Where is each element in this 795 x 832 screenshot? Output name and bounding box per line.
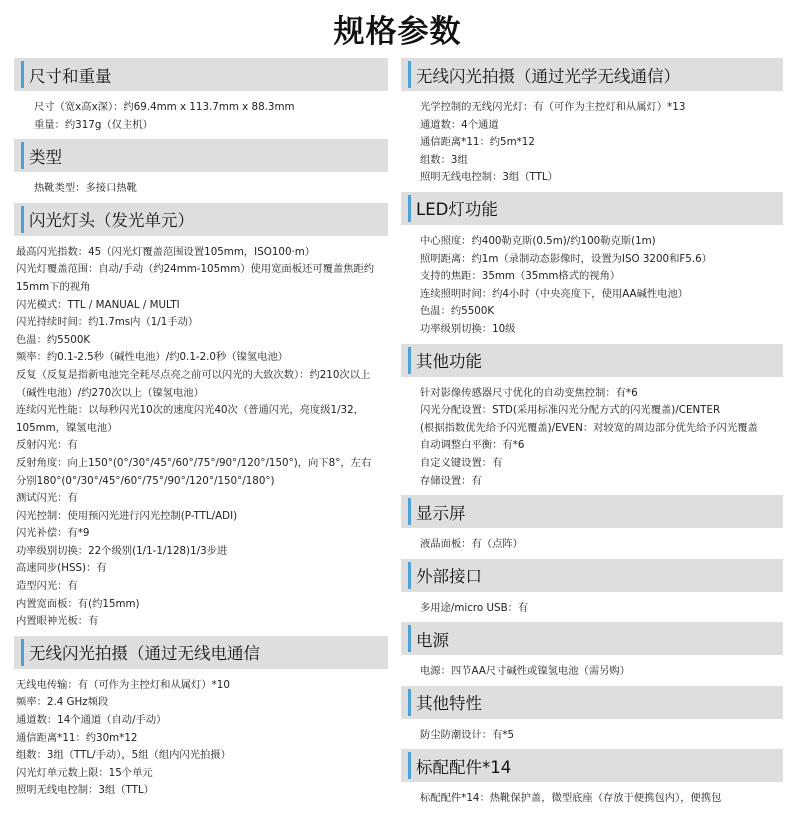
spec-item: 通信距离*11：约30m*12 [16, 731, 138, 744]
section-heading: LED灯功能 [401, 192, 783, 225]
spec-list [14, 91, 388, 139]
spec-item: 照明无线电控制：3组（TTL） [16, 784, 154, 797]
spec-item: 组数：3组（TTL/手动），5组（组内闪光拍摄） [16, 749, 231, 762]
section-heading: 无线闪光拍摄（通过无线电通信 [14, 636, 388, 669]
section-heading: 标配配件*14 [401, 749, 783, 782]
spec-section [14, 203, 388, 636]
spec-item: 色温：约5500K [420, 305, 495, 318]
spec-item: 功率级别切换：22个级别(1/1-1/128)1/3步进 [16, 544, 228, 557]
spec-list [14, 669, 388, 805]
spec-item: 自动调整白平衡：有*6 [420, 439, 525, 452]
spec-item: 闪光模式：TTL / MANUAL / MULTI [16, 298, 180, 311]
spec-item: 高速同步(HSS)：有 [16, 562, 107, 575]
spec-item: 功率级别切换：10级 [420, 322, 516, 335]
spec-item: 光学控制的无线闪光灯：有（可作为主控灯和从属灯）*13 [420, 101, 686, 113]
spec-list [401, 377, 783, 496]
spec-section [14, 58, 388, 139]
spec-item: 照明距离：约1m（录制动态影像时，设置为ISO 3200和F5.6） [420, 252, 712, 265]
spec-section [401, 344, 783, 496]
spec-section [401, 622, 783, 686]
spec-section [401, 58, 783, 192]
spec-list [14, 172, 388, 203]
right-column [401, 58, 783, 813]
spec-item: 存储设置：有 [420, 474, 482, 487]
spec-item: 反射闪光：有 [16, 439, 78, 452]
spec-list [401, 528, 783, 559]
spec-item: 闪光补偿：有*9 [16, 527, 90, 540]
spec-item: 105mm，镍氢电池） [16, 421, 118, 434]
section-heading: 无线闪光拍摄（通过光学无线通信） [401, 58, 783, 91]
section-heading: 闪光灯头（发光单元） [14, 203, 388, 236]
spec-item: 电源：四节AA尺寸碱性或镍氢电池（需另购） [420, 665, 631, 678]
section-heading: 尺寸和重量 [14, 58, 388, 91]
spec-item: 中心照度：约400勒克斯(0.5m)/约100勒克斯(1m) [420, 234, 656, 247]
spec-item: 照明无线电控制：3组（TTL） [420, 171, 558, 184]
spec-item: 最高闪光指数：45（闪光灯覆盖范围设置105mm，ISO100·m） [16, 245, 316, 258]
section-heading: 电源 [401, 622, 783, 655]
spec-item: 自定义键设置：有 [420, 456, 503, 469]
spec-item: (根据指数优先给予闪光覆盖)/EVEN：对较宽的周边部分优先给予闪光覆盖 [420, 421, 758, 434]
spec-section [401, 686, 783, 750]
spec-item: 支持的焦距：35mm（35mm格式的视角） [420, 270, 621, 283]
spec-item: 色温：约5500K [16, 333, 91, 346]
section-heading: 其他特性 [401, 686, 783, 719]
spec-item: 尺寸（宽x高x深）：约69.4mm x 113.7mm x 88.3mm [34, 101, 295, 113]
spec-item: 反射角度：向上150°(0°/30°/45°/60°/75°/90°/120°/150°)，向下8°，左右 [16, 456, 372, 469]
spec-item: 内置宽面板：有(约15mm) [16, 597, 140, 610]
spec-item: 无线电传输：有（可作为主控灯和从属灯）*10 [16, 678, 230, 691]
section-heading: 类型 [14, 139, 388, 172]
spec-item: 防尘防潮设计：有*5 [420, 728, 515, 741]
spec-list [14, 236, 388, 636]
spec-item: 频率：约0.1-2.5秒（碱性电池）/约0.1-2.0秒（镍氢电池） [16, 351, 289, 364]
spec-item: 内置眼神光板：有 [16, 615, 99, 628]
spec-item: 分别180°(0°/30°/45°/60°/75°/90°/120°/150°/180°) [16, 474, 275, 487]
section-heading: 显示屏 [401, 495, 783, 528]
spec-item: 多用途/micro USB：有 [420, 601, 529, 614]
spec-item: 标配配件*14：热靴保护盖，微型底座（存放于便携包内），便携包 [420, 792, 722, 805]
spec-section [401, 559, 783, 623]
spec-item: 组数：3组 [420, 153, 468, 166]
spec-item: （碱性电池）/约270次以上（镍氢电池） [16, 386, 204, 399]
spec-item: 闪光持续时间：约1.7ms内（1/1手动） [16, 316, 199, 329]
spec-item: 15mm下的视角 [16, 280, 91, 293]
section-heading: 外部接口 [401, 559, 783, 592]
spec-item: 闪光控制：使用预闪光进行闪光控制(P-TTL/ADI) [16, 509, 238, 522]
spec-list [401, 655, 783, 686]
spec-item: 闪光灯覆盖范围：自动/手动（约24mm-105mm）使用宽面板还可覆盖焦距约 [16, 263, 375, 276]
spec-list [401, 719, 783, 750]
section-heading: 其他功能 [401, 344, 783, 377]
left-column [14, 58, 388, 805]
spec-item: 频率：2.4 GHz频段 [16, 696, 109, 709]
spec-item: 通道数：4个通道 [420, 118, 499, 131]
page-title: 规格参数 [333, 14, 462, 50]
spec-item: 连续闪光性能：以每秒闪光10次的速度闪光40次（普通闪光，亮度级1/32， [16, 404, 364, 417]
spec-section [401, 495, 783, 559]
spec-item: 连续照明时间：约4小时（中央亮度下，使用AA碱性电池） [420, 287, 689, 300]
spec-item: 测试闪光：有 [16, 492, 78, 505]
spec-list [401, 592, 783, 623]
spec-item: 造型闪光：有 [16, 580, 78, 593]
spec-section [401, 749, 783, 813]
spec-section [14, 636, 388, 805]
spec-section [14, 139, 388, 203]
spec-list [401, 225, 783, 344]
spec-item: 通信距离*11：约5m*12 [420, 136, 535, 149]
spec-item: 反复（反复是指新电池完全耗尽点亮之前可以闪光的大致次数）：约210次以上 [16, 368, 371, 381]
spec-item: 通道数：14个通道（自动/手动） [16, 714, 167, 727]
spec-list [401, 91, 783, 192]
spec-item: 重量：约317g（仅主机） [34, 118, 153, 131]
spec-item: 液晶面板：有（点阵） [420, 538, 523, 551]
spec-item: 热靴类型：多接口热靴 [34, 182, 137, 195]
spec-list [401, 782, 783, 813]
spec-item: 针对影像传感器尺寸优化的自动变焦控制：有*6 [420, 386, 638, 399]
spec-item: 闪光灯单元数上限：15个单元 [16, 766, 153, 779]
spec-item: 闪光分配设置：STD(采用标准闪光分配方式的闪光覆盖)/CENTER [420, 404, 721, 417]
spec-section [401, 192, 783, 344]
